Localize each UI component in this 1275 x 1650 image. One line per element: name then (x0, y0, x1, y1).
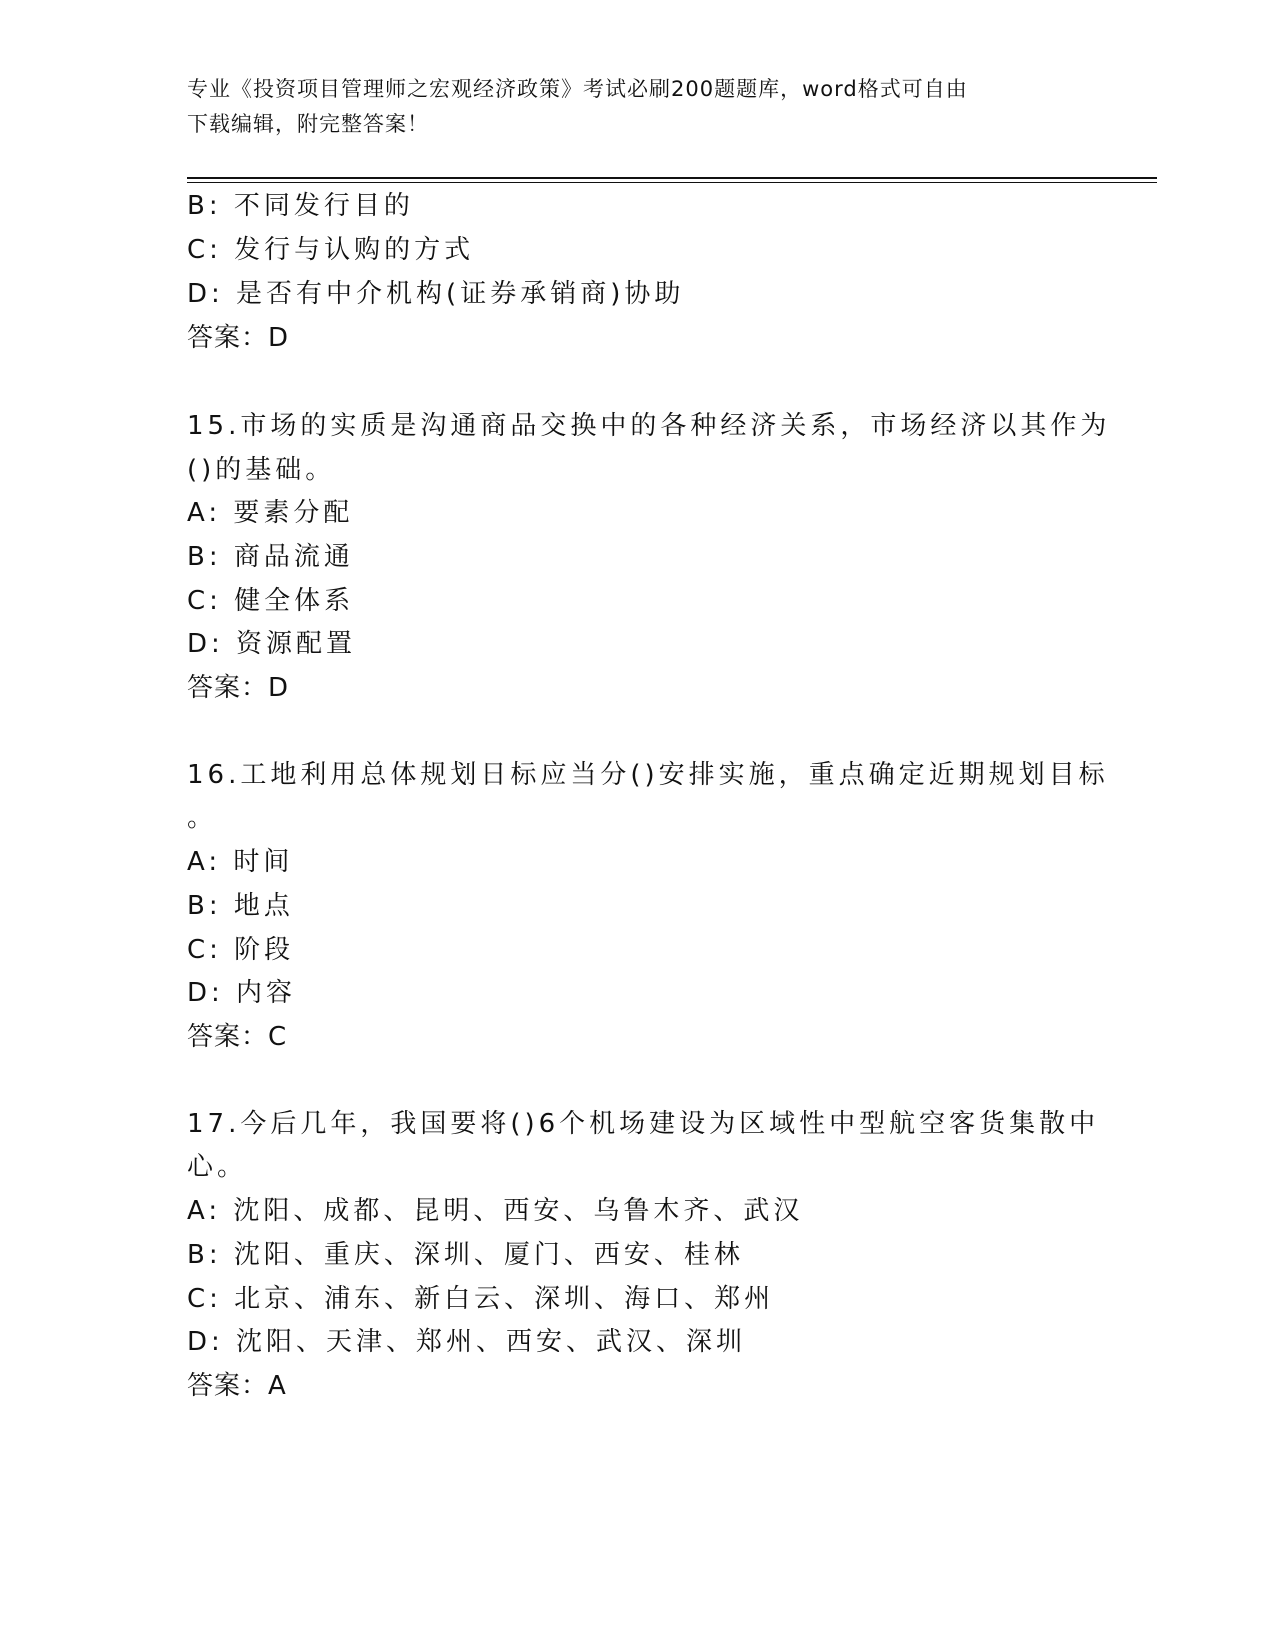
q16-stem-line-1: 16.工地利用总体规划日标应当分()安排实施，重点确定近期规划目标 (187, 760, 1109, 790)
q17-option-b: B: 沈阳、重庆、深圳、厦门、西安、桂林 (187, 1240, 744, 1270)
q15-answer: 答案：D (187, 673, 290, 703)
q17-option-a: A: 沈阳、成都、昆明、西安、乌鲁木齐、武汉 (187, 1196, 804, 1226)
q17-option-d: D: 沈阳、天津、郑州、西安、武汉、深圳 (187, 1327, 747, 1357)
q16-option-d: D: 内容 (187, 978, 297, 1008)
q16-stem-line-2: 。 (187, 803, 218, 833)
q17-stem-line-2: 心。 (187, 1152, 248, 1182)
q15-option-b: B: 商品流通 (187, 542, 354, 572)
q16-option-b: B: 地点 (187, 891, 294, 921)
q17-stem-line-1: 17.今后几年，我国要将()6个机场建设为区域性中型航空客货集散中 (187, 1109, 1100, 1139)
document-header (187, 72, 1067, 142)
header-rule-thick (187, 177, 1157, 179)
header-line-1: 专业《投资项目管理师之宏观经济政策》考试必刷200题题库，word格式可自由 (187, 77, 968, 101)
header-line-2: 下载编辑，附完整答案！ (187, 112, 429, 136)
q17-option-c: C: 北京、浦东、新白云、深圳、海口、郑州 (187, 1284, 775, 1314)
q16-option-c: C: 阶段 (187, 935, 295, 965)
q16-option-a: A: 时间 (187, 847, 294, 877)
q15-stem-line-2: ()的基础。 (187, 455, 336, 485)
header-rule-thin (187, 182, 1157, 183)
q15-option-a: A: 要素分配 (187, 498, 354, 528)
q17-answer: 答案：A (187, 1371, 287, 1401)
q15-option-d: D: 资源配置 (187, 629, 357, 659)
q14-option-d: D: 是否有中介机构(证券承销商)协助 (187, 279, 685, 309)
q16-answer: 答案：C (187, 1022, 288, 1052)
q15-stem-line-1: 15.市场的实质是沟通商品交换中的各种经济关系，市场经济以其作为 (187, 411, 1111, 441)
q14-option-b: B: 不同发行目的 (187, 191, 414, 221)
q14-option-c: C: 发行与认购的方式 (187, 235, 475, 265)
q14-answer: 答案：D (187, 323, 290, 353)
q15-option-c: C: 健全体系 (187, 586, 355, 616)
